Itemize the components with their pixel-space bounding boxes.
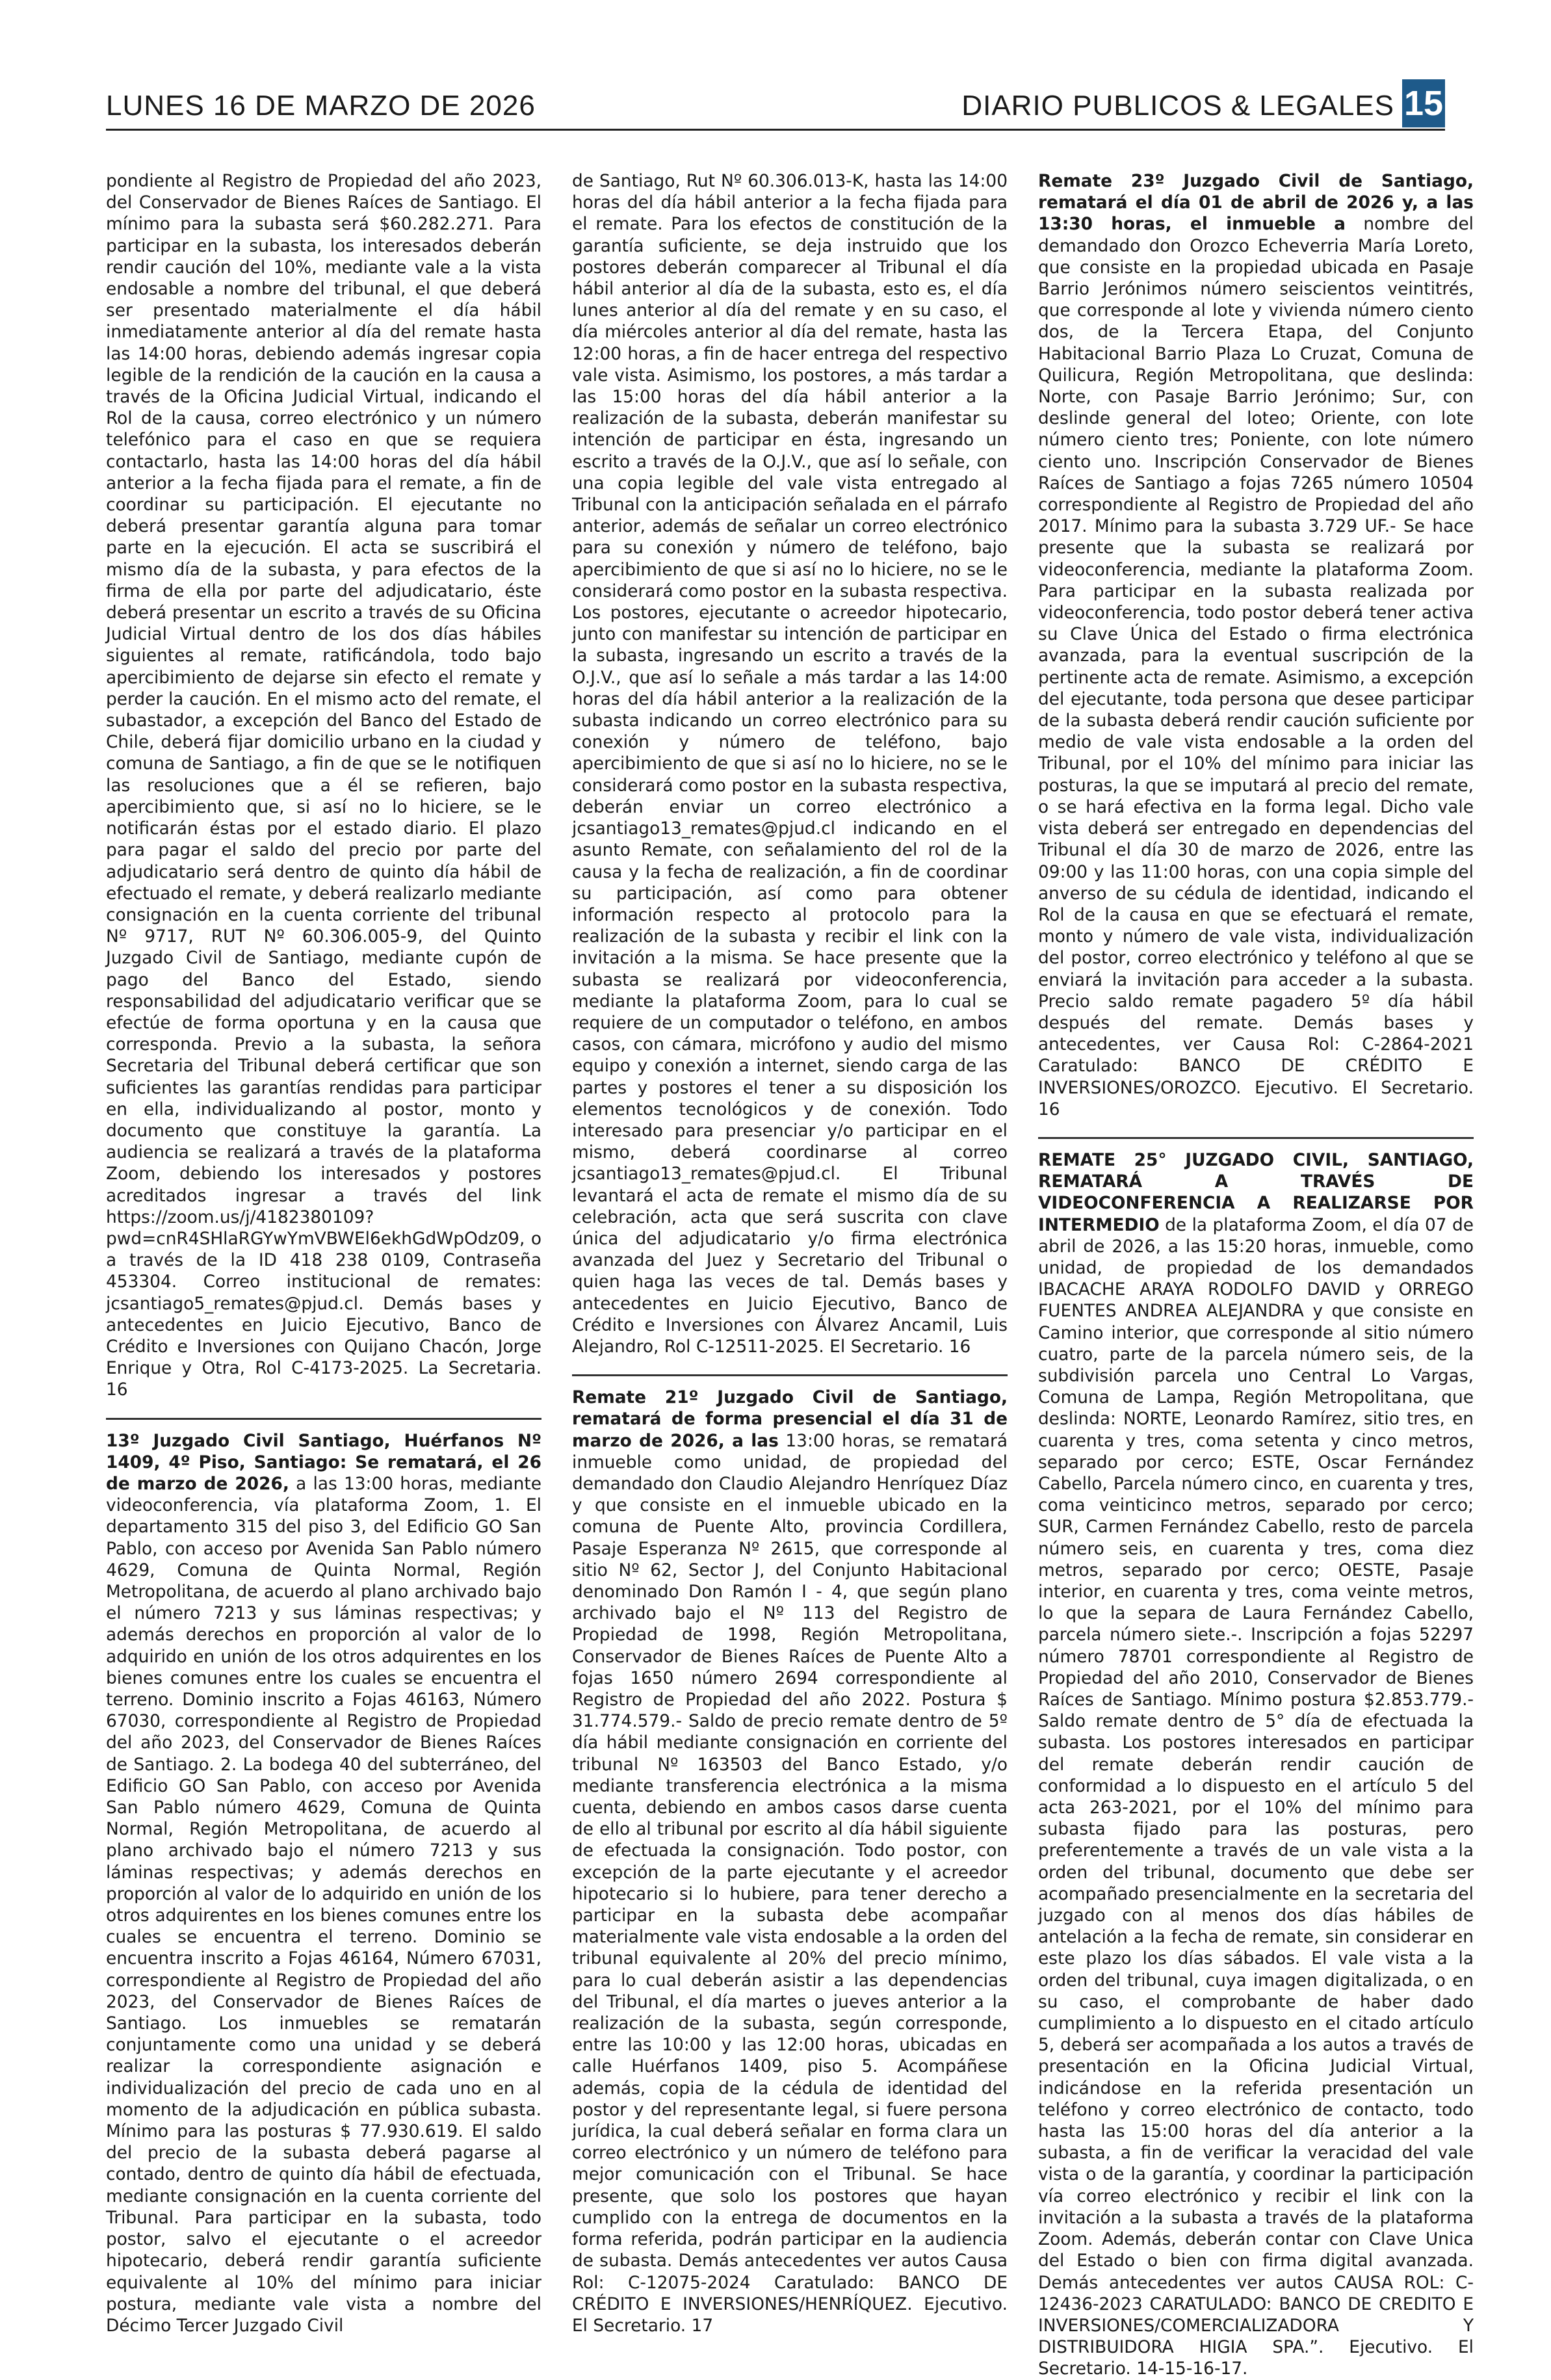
notice-heading: 13º Juzgado Civil Santiago, Huérfanos Nº 1409, 4º Piso, Santiago: Se rematará, el 26 de marzo de 2026, (106, 1430, 541, 1494)
notice-body: pondiente al Registro de Propiedad del año 2023, del Conservador de Bienes Raíces de Santiago. El mínimo para la subasta será $60.282.271. Para participar en la subasta, los interesados deberán rendir caución del 10%, mediante vale a la vista endosable a nombre del tribunal, el que deberá ser presentado materialmente el día hábil inmediatamente anterior al día del remate hasta las 14:00 horas, debiendo además ingresar copia legible de la rendición de la caución en la causa a través de la Oficina Judicial Virtual, indicando el Rol de la causa, correo electrónico y un número telefónico para el caso en que se requiera contactarlo, hasta las 14:00 horas del día hábil anterior a la fecha fijada para el remate, a fin de coordinar su participación. El ejecutante no deberá presentar garantía alguna para tomar parte en la ejecución. El acta se suscribirá el mismo día de la subasta, y para efectos de la firma de ella por parte del adjudicatario, éste deberá presentar un escrito a través de su Oficina Judicial Virtual dentro de los dos días hábiles siguientes al remate, ratificándola, todo bajo apercibimiento de dejarse sin efecto el remate y perder la caución. En el mismo acto del remate, el subastador, a excepción del Banco del Estado de Chile, deberá fijar domicilio urbano en la ciudad y comuna de Santiago, a fin de que se le notifiquen las resoluciones que a él se refieren, bajo apercibimiento que, si así no lo hiciere, se le notificarán éstas por el estado diario. El plazo para pagar el saldo del precio por parte del adjudicatario será dentro de quinto día hábil de efectuado el remate, y deberá realizarlo mediante consignación en la cuenta corriente del tribunal Nº 9717, RUT Nº 60.306.005-9, del Quinto Juzgado Civil de Santiago, mediante cupón de pago del Banco del Estado, siendo responsabilidad del adjudicatario verificar que se efectúe de forma oportuna y en la causa que corresponda. Previo a la subasta, la señora Secretaria del Tribunal deberá certificar que son suficientes las garantías rendidas para participar en ella, individualizando al postor, monto y documento que constituye la garantía. La audiencia se realizará a través de la plataforma Zoom, debiendo los interesados y postores acreditados ingresar a través del link https://zoom.us/j/4182380109?pwd=cnR4SHlaRGYwYmVBWEl6ekhGdWpOdz09, o a través de la ID 418 238 0109, Contraseña 453304. Correo institucional de remates: jcsantiago5_remates@pjud.cl. Demás bases y antecedentes en Juicio Ejecutivo, Banco de Crédito e Inversiones con Quijano Chacón, Jorge Enrique y Otra, Rol C-4173-2025. La Secretaria. 16 (106, 171, 541, 1400)
notice-divider (572, 1374, 1008, 1376)
issue-date: LUNES 16 DE MARZO DE 2026 (106, 90, 536, 122)
auction-notice (1038, 1149, 1474, 2380)
notice-heading: Remate 21º Juzgado Civil de Santiago, rematará de forma presencial el día 31 de marzo de 2026, a las (572, 1387, 1008, 1451)
page-number-badge: 15 (1402, 79, 1445, 127)
notice-body: de la plataforma Zoom, el día 07 de abril de 2026, a las 15:20 horas, inmueble, como unidad, de propiedad de los demandados IBACACHE ARAYA RODOLFO DAVID y ORREGO FUENTES ANDREA ALEJANDRA y que consiste en Camino interior, que corresponde al sitio número cuatro, parte de la parcela número seis, de la subdivisión parcela uno Central Lo Vargas, Comuna de Lampa, Región Metropolitana, que deslinda: NORTE, Leonardo Ramírez, sitio tres, en cuarenta y tres, coma setenta y cinco metros, separado por cerco; ESTE, Oscar Fernández Cabello, Parcela número cinco, en cuarenta y tres, coma veinticinco metros, separado por cerco; SUR, Carmen Fernández Cabello, resto de parcela número seis, en cuarenta y tres, coma diez metros, separado por cerco; OESTE, Pasaje interior, en cuarenta y tres, coma veinte metros, lo que la separa de Laura Fernández Cabello, parcela número siete.-. Inscripción a fojas 52297 número 78701 correspondiente al Registro de Propiedad del año 2010, Conservador de Bienes Raíces de Santiago. Mínimo postura $2.853.779.- Saldo remate dentro de 5° día de efectuada la subasta. Los postores interesados en participar del remate deberán rendir caución de conformidad a lo dispuesto en el artículo 5 del acta 263-2021, por el 10% del mínimo para subasta fijado para las posturas, pero preferentemente a través de un vale vista a la orden del tribunal, documento que debe ser acompañado presencialmente en la secretaria del juzgado con al menos dos días hábiles de antelación a la fecha de remate, sin considerar en este plazo los días sábados. El vale vista a la orden del tribunal, cuya imagen digitalizada, o en su caso, el comprobante de haber dado cumplimiento a lo dispuesto en el citado artículo 5, deberá ser acompañada a los autos a través de presentación en la Oficina Judicial Virtual, indicándose en la referida presentación un teléfono y correo electrónico de contacto, todo hasta las 15:00 horas del día anterior a la subasta, a fin de verificar la veracidad del vale vista o de la garantía, y coordinar la participación vía correo electrónico y recibir el link con la invitación a la subasta a través de la plataforma Zoom. Además, deberán contar con Clave Unica del Estado o bien con firma digital avanzada. Demás antecedentes ver autos CAUSA ROL: C-12436-2023 CARATULADO: BANCO DE CREDITO E INVERSIONES/COMERCIALIZADORA Y DISTRIBUIDORA HIGIA SPA.”. Ejecutivo. El Secretario. 14-15-16-17. (1038, 1214, 1474, 2379)
auction-notice (106, 1430, 541, 2337)
notice-heading: REMATE 25° JUZGADO CIVIL, SANTIAGO, REMATARÁ A TRAVÉS DE VIDEOCONFERENCIA A REALIZARSE POR INTERMEDIO (1038, 1149, 1474, 1235)
newspaper-title: DIARIO PUBLICOS & LEGALES (961, 90, 1394, 122)
column-3 (1038, 170, 1474, 2380)
notice-body: a las 13:00 horas, mediante videoconferencia, vía plataforma Zoom, 1. El departamento 315 del piso 3, del Edificio GO San Pablo, con acceso por Avenida San Pablo número 4629, Comuna de Quinta Normal, Región Metropolitana, de acuerdo al plano archivado bajo el número 7213 y sus láminas respectivas; y además derechos en proporción al valor de lo adquirido en unión de los otros adquirentes en los bienes comunes entre los cuales se encuentra el terreno. Dominio inscrito a Fojas 46163, Número 67030, correspondiente al Registro de Propiedad del año 2023, del Conservador de Bienes Raíces de Santiago. 2. La bodega 40 del subterráneo, del Edificio GO San Pablo, con acceso por Avenida San Pablo número 4629, Comuna de Quinta Normal, Región Metropolitana, de acuerdo al plano archivado bajo el número 7213 y sus láminas respectivas; y además derechos en proporción al valor de lo adquirido en unión de los otros adquirentes en los bienes comunes entre los cuales se encuentra el terreno. Dominio se encuentra inscrito a Fojas 46164, Número 67031, correspondiente al Registro de Propiedad del año 2023, del Conservador de Bienes Raíces de Santiago. Los inmuebles se rematarán conjuntamente como una unidad y se deberá realizar la correspondiente asignación e individualización del precio de cada uno en al momento de la adjudicación en pública subasta. Mínimo para las posturas $ 77.930.619. El saldo del precio de la subasta deberá pagarse al contado, dentro de quinto día hábil de efectuada, mediante consignación en la cuenta corriente del Tribunal. Para participar en la subasta, todo postor, salvo el ejecutante o el acreedor hipotecario, deberá rendir garantía suficiente equivalente al 10% del mínimo para iniciar postura, mediante vale vista a nombre del Décimo Tercer Juzgado Civil (106, 1473, 541, 2336)
notice-body: nombre del demandado don Orozco Echeverria María Loreto, que consiste en la propiedad ubicada en Pasaje Barrio Jerónimos número seiscientos veintitrés, que corresponde al lote y vivienda número ciento dos, de la Tercera Etapa, del Conjunto Habitacional Barrio Plaza Lo Cruzat, Comuna de Quilicura, Región Metropolitana, que deslinda: Norte, con Pasaje Barrio Jerónimo; Sur, con deslinde general del loteo; Oriente, con lote número ciento tres; Poniente, con lote número ciento uno. Inscripción Conservador de Bienes Raíces de Santiago a fojas 7265 número 10504 correspondiente al Registro de Propiedad del año 2017. Mínimo para la subasta 3.729 UF.- Se hace presente que la subasta se realizará por videoconferencia, mediante la plataforma Zoom. Para participar en la subasta realizada por videoconferencia, todo postor deberá tener activa su Clave Única del Estado o firma electrónica avanzada, para la eventual suscripción de la pertinente acta de remate. Asimismo, a excepción del ejecutante, toda persona que desee participar de la subasta deberá rendir caución suficiente por medio de vale vista endosable a la orden del Tribunal, por el 10% del mínimo para iniciar las posturas, la que se imputará al precio del remate, o se hará efectiva en la forma legal. Dicho vale vista deberá ser entregado en dependencias del Tribunal el día 30 de marzo de 2026, entre las 09:00 y las 11:00 horas, con una copia simple del anverso de su cédula de identidad, indicando el Rol de la causa en que se efectuará el remate, monto y número de vale vista, individualización del postor, correo electrónico y teléfono al que se enviará la invitación para acceder a la subasta. Precio saldo remate pagadero 5º día hábil después del remate. Demás bases y antecedentes, ver Causa Rol: C-2864-2021 Caratulado: BANCO DE CRÉDITO E INVERSIONES/OROZCO. Ejecutivo. El Secretario. 16 (1038, 214, 1474, 1119)
notice-divider (106, 1418, 541, 1420)
auction-notice (572, 1387, 1008, 2336)
column-2 (572, 170, 1008, 2336)
column-1 (106, 170, 541, 2336)
notice-body: 13:00 horas, se rematará inmueble como unidad, de propiedad del demandado don Claudio Alejandro Henríquez Díaz y que consiste en el inmueble ubicado en la comuna de Puente Alto, provincia Cordillera, Pasaje Esperanza Nº 2615, que corresponde al sitio Nº 62, Sector J, del Conjunto Habitacional denominado Don Ramón I - 4, que según plano archivado bajo el Nº 113 del Registro de Propiedad de 1998, Región Metropolitana, Conservador de Bienes Raíces de Puente Alto a fojas 1650 número 2694 correspondiente al Registro de Propiedad del año 2022. Postura $ 31.774.579.- Saldo de precio remate dentro de 5º día hábil mediante consignación en corriente del tribunal Nº 163503 del Banco Estado, y/o mediante transferencia electrónica a la misma cuenta, debiendo en ambos casos darse cuenta de ello al tribunal por escrito al día hábil siguiente de efectuada la consignación. Todo postor, con excepción de la parte ejecutante y el acreedor hipotecario si lo hubiere, para tener derecho a participar en la subasta debe acompañar materialmente vale vista endosable a la orden del tribunal equivalente al 20% del precio mínimo, para lo cual deberán asistir a las dependencias del Tribunal, el día martes o jueves anterior a la realización de la subasta, según corresponde, entre las 10:00 y las 12:00 horas, ubicadas en calle Huérfanos 1409, piso 5. Acompáñese además, copia de la cédula de identidad del postor y del representante legal, si fuere persona jurídica, la cual deberá señalar en forma clara un correo electrónico y un número de teléfono para mejor comunicación con el Tribunal. Se hace presente, que solo los postores que hayan cumplido con la entrega de documentos en la forma referida, podrán participar en la audiencia de subasta. Demás antecedentes ver autos Causa Rol: C-12075-2024 Caratulado: BANCO DE CRÉDITO E INVERSIONES/HENRÍQUEZ. Ejecutivo. El Secretario. 17 (572, 1430, 1008, 2336)
notice-body: de Santiago, Rut Nº 60.306.013-K, hasta las 14:00 horas del día hábil anterior a la fecha fijada para el remate. Para los efectos de constitución de la garantía suficiente, se deja instruido que los postores deberán comparecer al Tribunal el día hábil anterior al día de la subasta, esto es, el día lunes anterior al día del remate y en su caso, el día miércoles anterior al día del remate, hasta las 12:00 horas, a fin de hacer entrega del respectivo vale vista. Asimismo, los postores, a más tardar a las 15:00 horas del día hábil anterior a la realización de la subasta, deberán manifestar su intención de participar en ésta, ingresando un escrito a través de la O.J.V., que así lo señale, con una copia legible del vale vista entregado al Tribunal con la anticipación señalada en el párrafo anterior, además de señalar un correo electrónico para su conexión y número de teléfono, bajo apercibimiento de que si así no lo hiciere, no se le considerará como postor en la subasta respectiva. Los postores, ejecutante o acreedor hipotecario, junto con manifestar su intención de participar en la subasta, ingresando un escrito a través de la O.J.V., que así lo señale a más tardar a las 14:00 horas del día hábil anterior a la realización de la subasta indicando un correo electrónico para su conexión y número de teléfono, bajo apercibimiento de que si así no lo hiciere, no se le considerará como postor en la subasta respectiva, deberán enviar un correo electrónico a jcsantiago13_remates@pjud.cl indicando en el asunto Remate, con señalamiento del rol de la causa y la fecha de realización, a fin de coordinar su participación, así como para obtener información respecto al protocolo para la realización de la subasta y recibir el link con la invitación a la misma. Se hace presente que la subasta se realizará por videoconferencia, mediante la plataforma Zoom, para lo cual se requiere de un computador o teléfono, en ambos casos, con cámara, micrófono y audio del mismo equipo y conexión a internet, siendo carga de las partes y postores el tener a su disposición los elementos tecnológicos y de conexión. Todo interesado para presenciar y/o participar en el mismo, deberá coordinarse al correo jcsantiago13_remates@pjud.cl. El Tribunal levantará el acta de remate el mismo día de su celebración, acta que será suscrita con clave única del adjudicatario y/o firma electrónica avanzada del Juez y Secretario del Tribunal o quien haga las veces de tal. Demás bases y antecedentes en Juicio Ejecutivo, Banco de Crédito e Inversiones con Álvarez Ancamil, Luis Alejandro, Rol C-12511-2025. El Secretario. 16 (572, 171, 1008, 1357)
auction-notice (1038, 170, 1474, 1120)
notice-divider (1038, 1137, 1474, 1139)
page-header (106, 77, 1445, 131)
notice-heading: Remate 23º Juzgado Civil de Santiago, rematará el día 01 de abril de 2026 y, a las 13:30 horas, el inmueble a (1038, 171, 1474, 235)
